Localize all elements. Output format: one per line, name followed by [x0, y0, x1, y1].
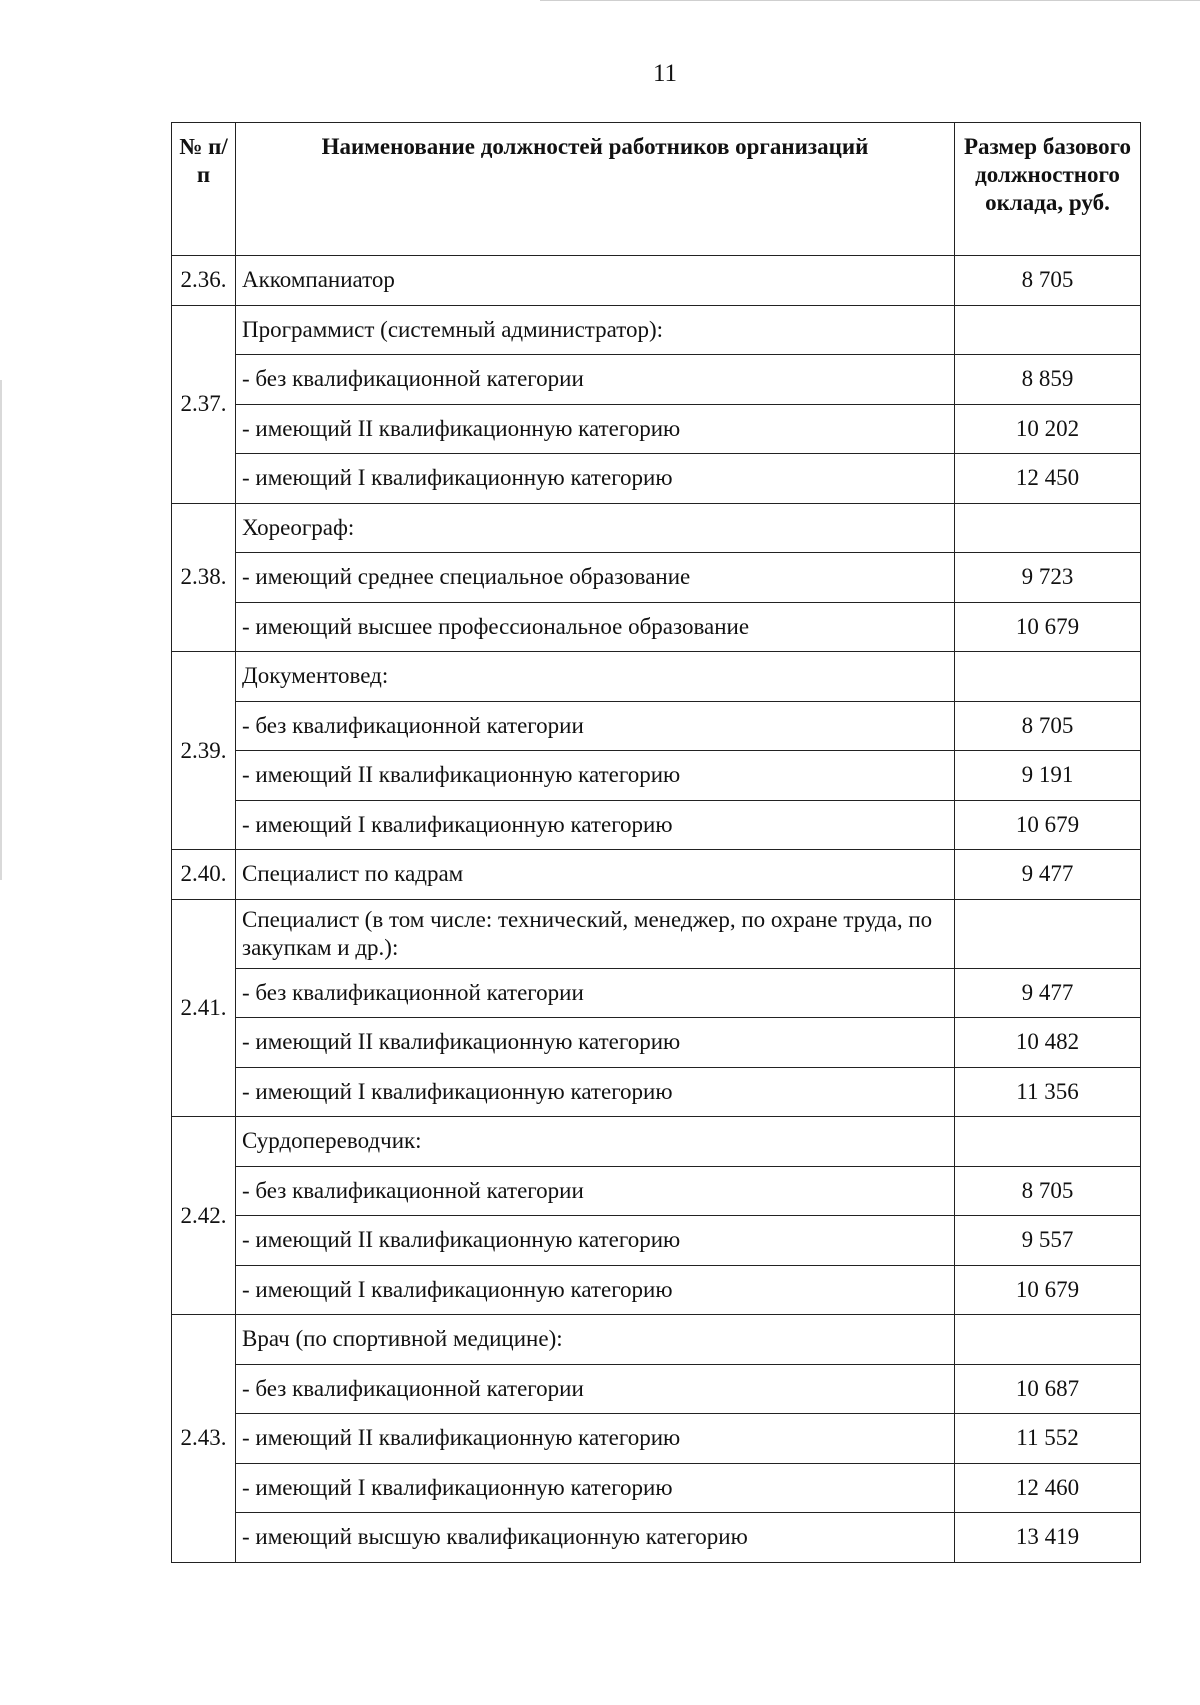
- row-number: 2.41.: [172, 899, 236, 1117]
- base-salary-value: 9 477: [955, 968, 1141, 1018]
- table-row: [172, 968, 1141, 1018]
- position-name: - имеющий высшую квалификационную категорию: [236, 1513, 955, 1563]
- position-name: - имеющий I квалификационную категорию: [236, 1265, 955, 1315]
- position-name: - без квалификационной категории: [236, 701, 955, 751]
- position-name: - имеющий I квалификационную категорию: [236, 454, 955, 504]
- table-row: [172, 751, 1141, 801]
- scan-edge-line: [540, 0, 1200, 1]
- position-name: Специалист (в том числе: технический, менеджер, по охране труда, по закупкам и др.):: [236, 899, 955, 968]
- position-name: - имеющий II квалификационную категорию: [236, 751, 955, 801]
- base-salary-value: 9 191: [955, 751, 1141, 801]
- row-number: 2.37.: [172, 305, 236, 503]
- table-body: [172, 256, 1141, 1563]
- base-salary-value: [955, 1117, 1141, 1167]
- position-name: - имеющий I квалификационную категорию: [236, 800, 955, 850]
- header-number: № п/п: [172, 123, 236, 256]
- header-base-salary: Размер базового должностного оклада, руб.: [955, 123, 1141, 256]
- table-row: [172, 305, 1141, 355]
- table-row: [172, 1216, 1141, 1266]
- position-name: - без квалификационной категории: [236, 355, 955, 405]
- row-number: 2.42.: [172, 1117, 236, 1315]
- table-row: [172, 1265, 1141, 1315]
- base-salary-value: 9 723: [955, 553, 1141, 603]
- position-name: Хореограф:: [236, 503, 955, 553]
- table-row: [172, 1166, 1141, 1216]
- base-salary-value: 10 482: [955, 1018, 1141, 1068]
- position-name: - имеющий II квалификационную категорию: [236, 1216, 955, 1266]
- base-salary-value: 9 477: [955, 850, 1141, 900]
- position-name: Врач (по спортивной медицине):: [236, 1315, 955, 1365]
- position-name: Аккомпаниатор: [236, 256, 955, 306]
- base-salary-value: 10 687: [955, 1364, 1141, 1414]
- salary-table: [171, 122, 1141, 1563]
- table-row: [172, 256, 1141, 306]
- position-name: Сурдопереводчик:: [236, 1117, 955, 1167]
- position-name: - имеющий I квалификационную категорию: [236, 1463, 955, 1513]
- position-name: - без квалификационной категории: [236, 1166, 955, 1216]
- base-salary-value: 8 859: [955, 355, 1141, 405]
- table-row: [172, 553, 1141, 603]
- table-row: [172, 503, 1141, 553]
- base-salary-value: 12 450: [955, 454, 1141, 504]
- base-salary-value: 12 460: [955, 1463, 1141, 1513]
- base-salary-value: [955, 305, 1141, 355]
- row-number: 2.40.: [172, 850, 236, 900]
- position-name: Документовед:: [236, 652, 955, 702]
- row-number: 2.39.: [172, 652, 236, 850]
- table-row: [172, 1018, 1141, 1068]
- base-salary-value: 11 356: [955, 1067, 1141, 1117]
- position-name: - имеющий II квалификационную категорию: [236, 404, 955, 454]
- position-name: - имеющий II квалификационную категорию: [236, 1414, 955, 1464]
- table-row: [172, 1364, 1141, 1414]
- table-row: [172, 652, 1141, 702]
- table-row: [172, 355, 1141, 405]
- table-row: [172, 404, 1141, 454]
- table-row: [172, 454, 1141, 504]
- base-salary-value: 8 705: [955, 1166, 1141, 1216]
- table-header-row: [172, 123, 1141, 256]
- base-salary-value: [955, 652, 1141, 702]
- table-row: [172, 701, 1141, 751]
- position-name: - имеющий высшее профессиональное образование: [236, 602, 955, 652]
- position-name: - имеющий I квалификационную категорию: [236, 1067, 955, 1117]
- table-row: [172, 1117, 1141, 1167]
- position-name: - имеющий среднее специальное образование: [236, 553, 955, 603]
- base-salary-value: [955, 899, 1141, 968]
- table-row: [172, 850, 1141, 900]
- table-row: [172, 1315, 1141, 1365]
- position-name: - без квалификационной категории: [236, 1364, 955, 1414]
- base-salary-value: 11 552: [955, 1414, 1141, 1464]
- table-row: [172, 1067, 1141, 1117]
- position-name: - без квалификационной категории: [236, 968, 955, 1018]
- row-number: 2.38.: [172, 503, 236, 652]
- table-row: [172, 1463, 1141, 1513]
- header-position-name: Наименование должностей работников организаций: [236, 123, 955, 256]
- table-row: [172, 1513, 1141, 1563]
- base-salary-value: 10 679: [955, 602, 1141, 652]
- base-salary-value: [955, 503, 1141, 553]
- base-salary-value: 8 705: [955, 701, 1141, 751]
- table-row: [172, 1414, 1141, 1464]
- base-salary-value: 10 679: [955, 800, 1141, 850]
- table-row: [172, 602, 1141, 652]
- page-number: 11: [652, 60, 678, 87]
- base-salary-value: 10 202: [955, 404, 1141, 454]
- row-number: 2.43.: [172, 1315, 236, 1563]
- base-salary-value: 10 679: [955, 1265, 1141, 1315]
- position-name: Программист (системный администратор):: [236, 305, 955, 355]
- base-salary-value: [955, 1315, 1141, 1365]
- table-row: [172, 899, 1141, 968]
- row-number: 2.36.: [172, 256, 236, 306]
- base-salary-value: 9 557: [955, 1216, 1141, 1266]
- position-name: - имеющий II квалификационную категорию: [236, 1018, 955, 1068]
- base-salary-value: 13 419: [955, 1513, 1141, 1563]
- position-name: Специалист по кадрам: [236, 850, 955, 900]
- table-row: [172, 800, 1141, 850]
- base-salary-value: 8 705: [955, 256, 1141, 306]
- scan-margin-mark: [0, 380, 2, 880]
